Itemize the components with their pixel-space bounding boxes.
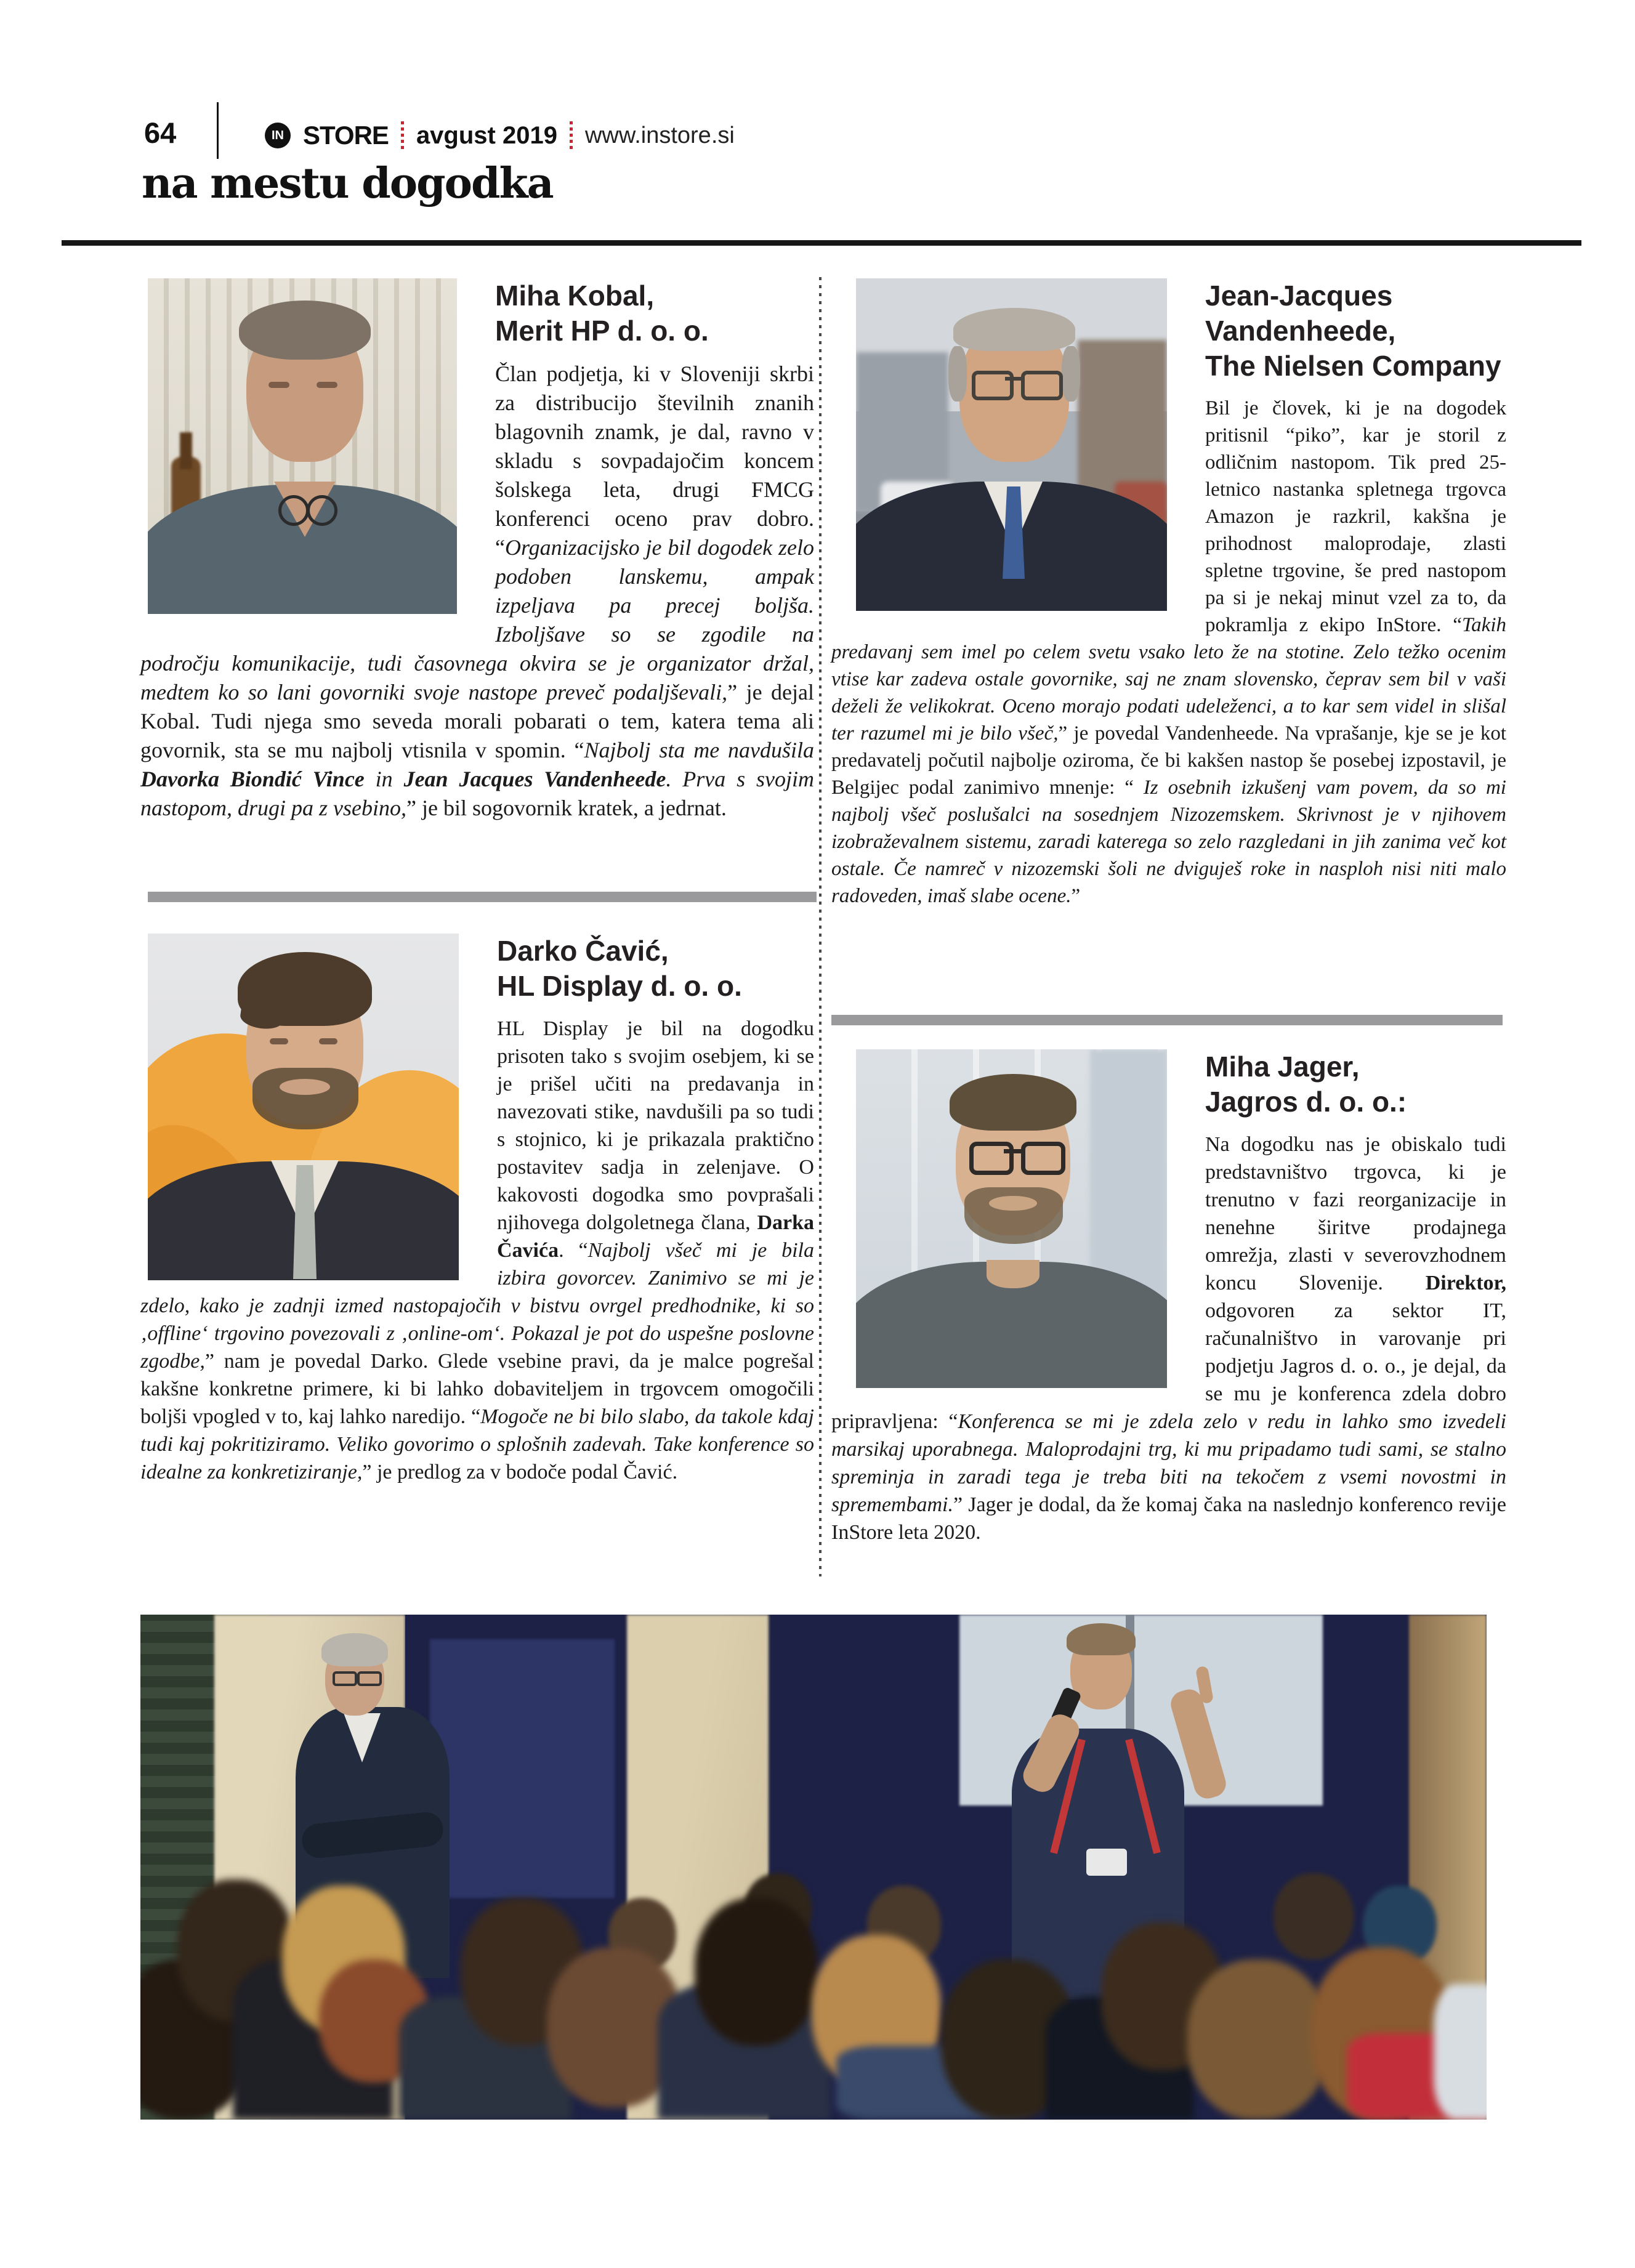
red-dotted-separator-icon [401,121,404,150]
header-divider-line [217,102,219,159]
red-dotted-separator-icon [570,121,573,150]
person-name: Miha Jager, [1205,1051,1360,1083]
column-divider-dotted [819,277,822,1576]
photo-miha-kobal [148,278,457,614]
person-name: Jean-Jacques Vandenheede, [1205,280,1396,347]
issue-date: avgust 2019 [416,121,557,149]
website-url: www.instore.si [584,122,735,148]
instore-logo-icon: IN [265,123,291,148]
person-company: Merit HP d. o. o. [495,315,709,347]
section-darko-cavic [140,931,814,1486]
section-miha-kobal [140,276,814,823]
header-rule [62,240,1581,246]
person-name: Darko Čavić, [497,935,669,967]
photo-darko-cavic [148,934,459,1280]
page-number: 64 [144,116,177,149]
person-company: The Nielsen Company [1205,350,1501,382]
section-separator-bar [148,892,817,902]
section-miha-jager [831,1047,1506,1546]
article-text-jager: Na dogodku nas je obiskalo tudi predstavništvo trgovca, ki je trenutno v fazi reorganizacije in nenehne širitve prodajnega omrežja, zlasti v severovzhodnem koncu Slovenije. Direktor, odgovoren za sektor IT, računalništvo in varovanje pri podjetju Jagros d. o. o., je dejal, da se mu je konferenca zdela dobro pripravljena: “Konferenca se mi je zdela zelo v redu in lahko smo izvedeli marsikaj uporabnega. Maloprodajni trg, ki mu pripadamo tudi sami, se stalno spreminja in zaradi tega je treba biti na tekočem z vsemi novostmi in spremembami.” Jager je dodal, da že komaj čaka na naslednjo konferenco revije InStore leta 2020. [831,1133,1506,1544]
person-company: Jagros d. o. o.: [1205,1086,1407,1118]
section-jean-jacques-vandenheede [831,276,1506,910]
conference-audience-photo [140,1615,1487,2120]
person-company: HL Display d. o. o. [497,970,742,1002]
article-text-cavic: HL Display je bil na dogodku prisoten tako s svojim osebjem, ki se je prišel učiti na predavanja in navezovati stike, navdušili pa so tudi s stojnico, ki je prikazala praktično postavitev sadja in zelenjave. O kakovosti dogodka smo povprašali njihovega dolgoletnega člana, Darka Čavića. “Najbolj všeč mi je bila izbira govorcev. Zanimivo se mi je zdelo, kako je zadnji izmed nastopajočih v bistvu ovrgel predhodnike, ki so ‚offline‘ trgovino povezovali z ‚online-om‘. Pokazal je pot do uspešne poslovne zgodbe,” nam je povedal Darko. Glede vsebine pravi, da je malce pogrešal kakšne konkretne primere, ki bi lahko dobaviteljem in trgovcem omogočili boljši vpogled v to, kaj lahko naredijo. “Mogoče ne bi bilo slabo, da takole kdaj tudi kaj pokritiziramo. Veliko govorimo o splošnih zadevah. Take konference so idealne za konkretiziranje,” je predlog za v bodoče podal Čavić. [140,1017,815,1483]
photo-miha-jager [856,1049,1167,1388]
person-name: Miha Kobal, [495,280,655,312]
header-brand-row [265,121,735,150]
article-text-kobal: Član podjetja, ki v Sloveniji skrbi za distribucijo številnih znanih blagovnih znamk, je dal, ravno v skladu s sovpadajočim koncem šolskega leta, drugi FMCG konferenci oceno prav dobro. “Organizacijsko je bil dogodek zelo podoben lanskemu, ampak izpeljava pa precej boljša. Izboljšave so se zgodile na področju komunikacije, tudi časovnega okvira se je organizator držal, medtem ko so lani govorniki svoje nastope preveč podaljševali,” je dejal Kobal. Tudi njega smo seveda morali pobarati o tem, katera tema ali govornik, sta se mu najbolj vtisnila v spomin. “Najbolj sta me navdušila Davorka Biondić Vince in Jean Jacques Vandenheede. Prva s svojim nastopom, drugi pa z vsebino,” je bil sogovornik kratek, a jedrnat. [140,361,814,820]
photo-jean-jacques-vandenheede [856,278,1167,611]
page-title: na mestu dogodka [142,159,553,208]
article-text-vandenheede: Bil je človek, ki je na dogodek pritisnil “piko”, kar je storil z odličnim nastopom. Tik pred 25-letnico nastanka spletnega trgovca Amazon je razkril, kakšna je prihodnost maloprodaje, zlasti spletne trgovine, še pred nastopom pa si je nekaj minut vzel za to, da pokramlja z ekipo InStore. “Takih predavanj sem imel po celem svetu vsako leto že na stotine. Zelo težko ocenim vtise kar zadeva ostale govornike, saj ne znam slovensko, čeprav sem bil v vaši deželi že velikokrat. Oceno morajo podati udeleženci, a to kar sem videl in slišal ter razumel mi je bilo všeč,” je povedal Vandenheede. Na vprašanje, kje se je kot predavatelj počutil najbolje oziroma, če bi kakšen nastop še posebej izpostavil, je Belgijec podal zanimivo mnenje: “ Iz osebnih izkušenj vam povem, da so mi najbolj všeč poslušalci na sosednjem Nizozemskem. Skrivnost je v njihovem izobraževalnem sistemu, zaradi katerega so zelo razgledani in jih zanima več kot ostale. Če namreč v nizozemski šoli ne dviguješ roke in nasploh nisi niti malo radoveden, imaš slabe ocene.” [831,397,1506,907]
section-separator-bar [831,1015,1503,1025]
magazine-brand: STORE [303,121,389,150]
